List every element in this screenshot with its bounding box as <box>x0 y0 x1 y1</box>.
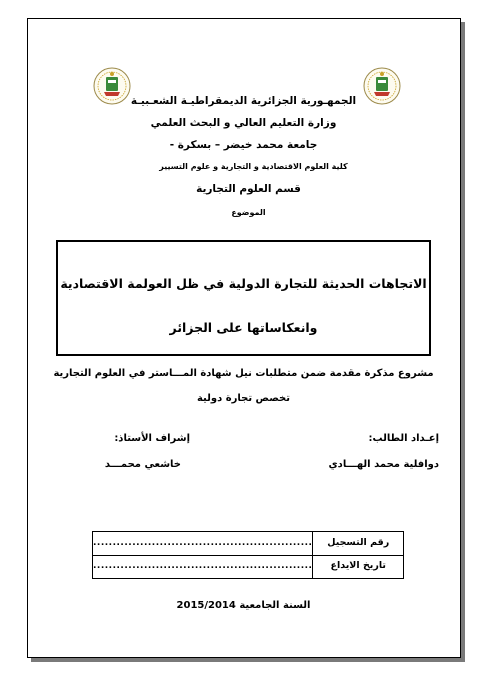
deposit-date-value: ........................................................ <box>93 561 313 571</box>
deposit-date-label: تاريخ الايداع <box>312 555 403 578</box>
supervisor-label: إشراف الأستاذ: <box>114 433 190 444</box>
thesis-specialty: تخصص تجارة دولية <box>196 393 291 404</box>
university-name: جامعة محمد خيضر – بسكرة - <box>169 139 318 151</box>
ministry-name: وزارة التعليم العالي و البحث العلمي <box>150 117 337 129</box>
registration-number-label: رقم التسجيل <box>312 532 403 555</box>
table-row <box>93 555 403 578</box>
subject-label: الموضوع <box>231 208 266 217</box>
thesis-title-box <box>56 240 431 356</box>
registration-number-value: ........................................................ <box>93 538 313 548</box>
registration-table <box>92 531 404 579</box>
student-label: إعـداد الطالب: <box>368 433 439 444</box>
department-name: قسم العلوم التجارية <box>196 183 301 195</box>
faculty-name: كلية العلوم الاقتصادية و التجارية و علوم التسيير <box>159 162 348 171</box>
table-row <box>93 532 403 556</box>
thesis-description: مشروع مذكرة مقدمة ضمن متطلبات نيل شهادة المـــاستر في العلوم التجارية <box>53 368 434 379</box>
student-name: دوافلية محمد الهـــادي <box>328 459 439 470</box>
academic-year: السنة الجامعية 2015/2014 <box>176 600 311 611</box>
thesis-title-line2: وانعكاساتها على الجزائر <box>169 320 318 335</box>
thesis-title-line1: الاتجاهات الحديثة للتجارة الدولية في ظل العولمة الاقتصادية <box>60 276 427 291</box>
page-shadow <box>31 658 465 662</box>
supervisor-name: خاشعي محمـــد <box>104 459 181 470</box>
republic-name: الجمهـورية الجزائرية الديمقراطيـة الشعـبيـة <box>130 95 357 107</box>
